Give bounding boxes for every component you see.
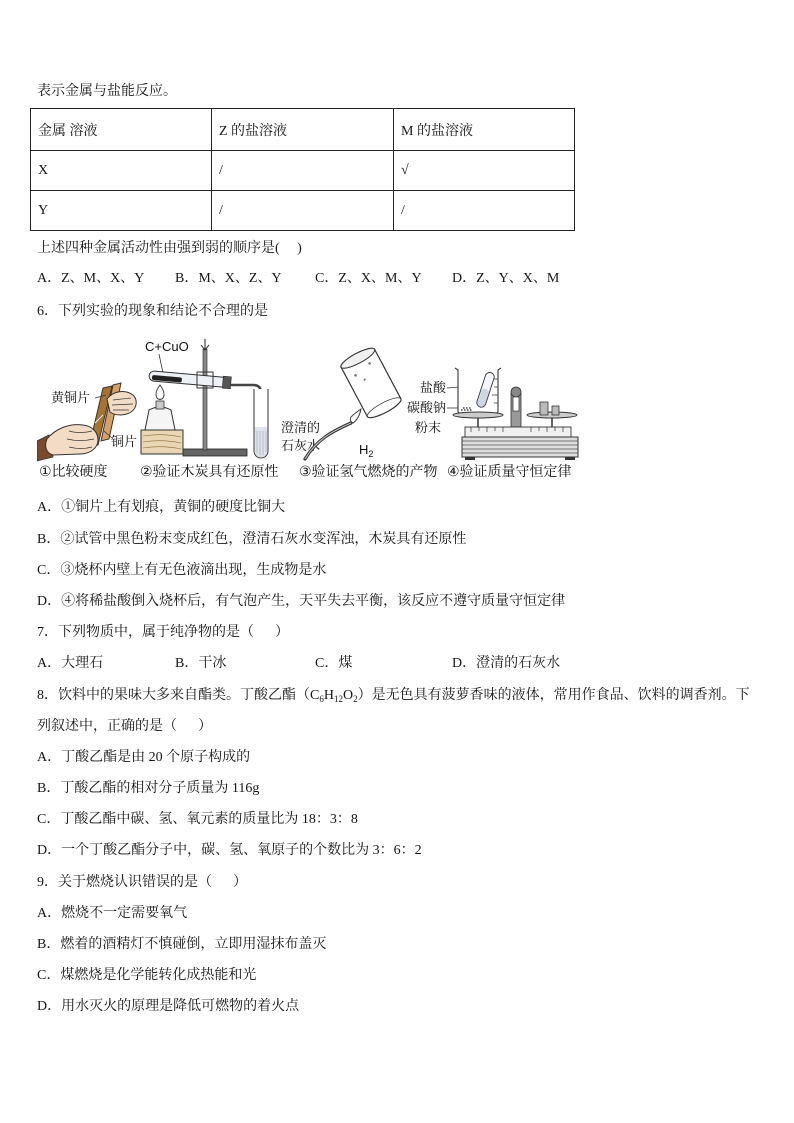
q9-option-d: D．用水灭火的原理是降低可燃物的着火点 [37,999,300,1014]
table-cell: X [31,151,212,191]
q5-stem: 上述四种金属活动性由强到弱的顺序是( ) [37,241,302,256]
formula-hydrogen: H [323,688,334,703]
balance-knob [511,387,521,397]
limewater-liquid [255,427,267,457]
q9-option-b: B．燃着的酒精灯不慎碰倒，立即用湿抹布盖灭 [37,937,327,952]
caption-4: ④验证质量守恒定律 [447,463,572,479]
intro-text: 表示金属与盐能反应。 [37,84,177,99]
q6-option-b: B．②试管中黑色粉末变成红色，澄清石灰水变浑浊，木炭具有还原性 [37,532,467,547]
label-acid: 盐酸 [420,380,447,395]
stopper [222,376,231,389]
q8-option-a: A．丁酸乙酯是由 20 个原子构成的 [37,750,251,765]
q8-stem-before: 8．饮料中的果味大多来自酯类。丁酸乙酯（ [37,688,310,703]
label-h2-subscript: 2 [368,449,374,459]
inverted-beaker [339,345,404,421]
table-cell: √ [394,151,575,191]
experiment-figure [37,335,582,483]
q5-option-b: B．M、X、Z、Y [175,271,282,286]
caption-2: ②验证木炭具有还原性 [140,463,279,479]
q7-option-b: B．干冰 [175,656,227,671]
table-cell: / [212,151,394,191]
label-limewater-2: 石灰水 [281,438,321,453]
stand-base [183,449,247,456]
formula-carbon-count: 6 [319,694,324,704]
metal-salt-table [30,108,575,231]
lamp-flame [156,385,164,400]
q8-option-c: C．丁酸乙酯中碳、氢、氧元素的质量比为 18：3：8 [37,812,358,827]
label-copper-strip: 铜片 [111,434,138,449]
formula-hydrogen-count: 12 [333,694,343,704]
q8-option-b: B．丁酸乙酯的相对分子质量为 116g [37,781,260,796]
caption-1: ①比较硬度 [39,463,108,479]
weight [540,402,548,415]
table-cell: Y [31,191,212,231]
caption-3: ③验证氢气燃烧的产物 [299,463,438,479]
alcohol-lamp [145,407,175,430]
q6-option-c: C．③烧杯内壁上有无色液滴出现，生成物是水 [37,563,327,578]
q9-option-c: C．煤燃烧是化学能转化成热能和光 [37,968,257,983]
upper-hand [107,392,136,415]
q5-option-d: D．Z、Y、X、M [452,271,560,286]
lamp-neck [156,401,164,409]
q6-option-a: A．①铜片上有划痕，黄铜的硬度比铜大 [37,500,286,515]
label-carbonate-1: 碳酸钠 [407,400,447,415]
table-header-cell: Z 的盐溶液 [212,109,394,151]
table-cell: / [394,191,575,231]
balance-base [462,437,578,457]
label-h2-element: H [359,442,369,457]
q5-option-c: C．Z、X、M、Y [315,271,422,286]
table-row [31,191,575,231]
table-header-cell: 金属 溶液 [31,109,212,151]
q7-option-d: D．澄清的石灰水 [452,656,561,671]
table-row [31,151,575,191]
balance-foot [565,457,575,460]
hardness-experiment [37,383,137,479]
left-pan [453,412,503,418]
q8-option-d: D．一个丁酸乙酯分子中，碳、氢、氧原子的个数比为 3：6：2 [37,843,422,858]
q6-stem: 6．下列实验的现象和结论不合理的是 [37,304,268,319]
label-c-cuo: C+CuO [145,339,189,354]
balance-pointer [513,397,519,411]
q7-option-c: C．煤 [315,656,353,671]
hydrogen-flame [350,409,361,423]
formula-carbon: C [310,688,320,703]
q7-option-a: A．大理石 [37,656,104,671]
label-carbonate-2: 粉末 [415,420,442,435]
label-brass-strip: 黄铜片 [51,390,91,405]
carbon-reduction-experiment [140,339,320,479]
label-h2 [359,442,373,459]
q9-stem: 9．关于燃烧认识错误的是（ ） [37,875,247,890]
q8-stem-after: ）是无色具有菠萝香味的液体，常用作食品、饮料的调香剂。下 [357,688,750,703]
weight [552,406,559,415]
q9-option-a: A．燃烧不一定需要氧气 [37,906,188,921]
formula-oxygen: O [342,688,354,703]
q6-option-d: D．④将稀盐酸倒入烧杯后，有气泡产生，天平失去平衡，该反应不遵守质量守恒定律 [37,594,566,609]
chemical-formula [310,688,358,703]
q7-stem: 7．下列物质中，属于纯净物的是（ ） [37,625,289,640]
clamp-screw [201,339,209,350]
balance-foot [465,457,475,460]
table-header-row [31,109,575,151]
table-cell: / [212,191,394,231]
stand-rod [203,349,207,450]
formula-oxygen-count: 2 [353,694,358,704]
label-pointer [159,354,163,373]
q8-stem-line2: 列叙述中，正确的是（ ） [37,719,212,734]
q8-stem-line1 [37,686,750,706]
label-limewater-1: 澄清的 [281,420,321,435]
table-header-cell: M 的盐溶液 [394,109,575,151]
q5-option-a: A．Z、M、X、Y [37,271,145,286]
